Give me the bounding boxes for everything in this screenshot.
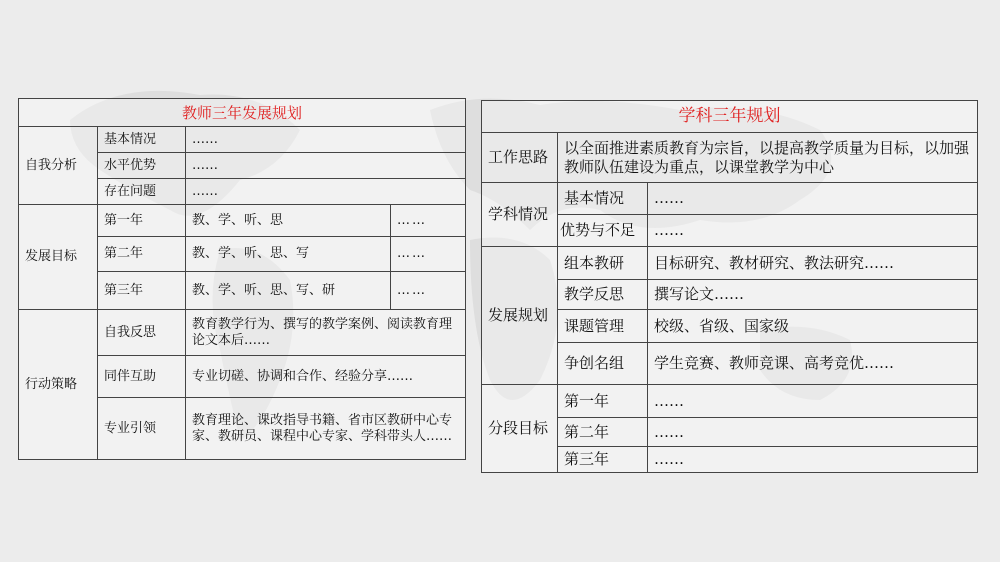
- subject-plan-table: [481, 100, 978, 473]
- teacher-plan-table: [18, 98, 466, 460]
- row-value: 专业切磋、协调和合作、经验分享……: [186, 356, 466, 398]
- row-label: 第三年: [98, 272, 186, 310]
- section-subject-situation: 学科情况: [482, 183, 558, 247]
- row-label: 基本情况: [558, 183, 648, 215]
- row-value: 学生竞赛、教师竞课、高考竞优……: [648, 343, 978, 385]
- row-label: 第一年: [558, 385, 648, 418]
- section-development-plan: 发展规划: [482, 247, 558, 385]
- row-label: 基本情况: [98, 127, 186, 153]
- row-value: ……: [186, 153, 466, 179]
- row-label: 组本教研: [558, 247, 648, 280]
- row-label: 优势与不足: [558, 215, 648, 247]
- row-extra: ……: [391, 205, 466, 237]
- row-label: 第二年: [98, 237, 186, 272]
- row-label: 第二年: [558, 418, 648, 447]
- row-value: 教、学、听、思: [186, 205, 391, 237]
- work-idea-text: 以全面推进素质教育为宗旨，以提高教学质量为目标，以加强教师队伍建设为重点，以课堂教学为中心: [558, 133, 978, 183]
- row-extra: ……: [391, 237, 466, 272]
- row-value: ……: [648, 447, 978, 473]
- row-value: 教育教学行为、撰写的教学案例、阅读教育理论文本后……: [186, 310, 466, 356]
- row-value: 教育理论、课改指导书籍、省市区教研中心专家、教研员、课程中心专家、学科带头人……: [186, 398, 466, 460]
- row-value: ……: [648, 385, 978, 418]
- row-label: 第三年: [558, 447, 648, 473]
- row-value: ……: [186, 127, 466, 153]
- row-value: ……: [648, 418, 978, 447]
- row-value: ……: [648, 215, 978, 247]
- section-self-analysis: 自我分析: [19, 127, 98, 205]
- work-idea-label: 工作思路: [482, 133, 558, 183]
- row-value: 目标研究、教材研究、教法研究……: [648, 247, 978, 280]
- row-label: 水平优势: [98, 153, 186, 179]
- teacher-plan-title: 教师三年发展规划: [19, 99, 466, 127]
- row-label: 存在问题: [98, 179, 186, 205]
- row-label: 争创名组: [558, 343, 648, 385]
- row-label: 第一年: [98, 205, 186, 237]
- row-value: 校级、省级、国家级: [648, 310, 978, 343]
- row-value: 教、学、听、思、写: [186, 237, 391, 272]
- row-label: 课题管理: [558, 310, 648, 343]
- row-label: 自我反思: [98, 310, 186, 356]
- subject-plan-title: 学科三年规划: [482, 101, 978, 133]
- row-label: 同伴互助: [98, 356, 186, 398]
- row-value: 教、学、听、思、写、研: [186, 272, 391, 310]
- row-label: 教学反思: [558, 280, 648, 310]
- section-stage-goals: 分段目标: [482, 385, 558, 473]
- row-value: 撰写论文……: [648, 280, 978, 310]
- section-action-strategy: 行动策略: [19, 310, 98, 460]
- row-value: ……: [648, 183, 978, 215]
- row-extra: ……: [391, 272, 466, 310]
- row-value: ……: [186, 179, 466, 205]
- section-development-goals: 发展目标: [19, 205, 98, 310]
- row-label: 专业引领: [98, 398, 186, 460]
